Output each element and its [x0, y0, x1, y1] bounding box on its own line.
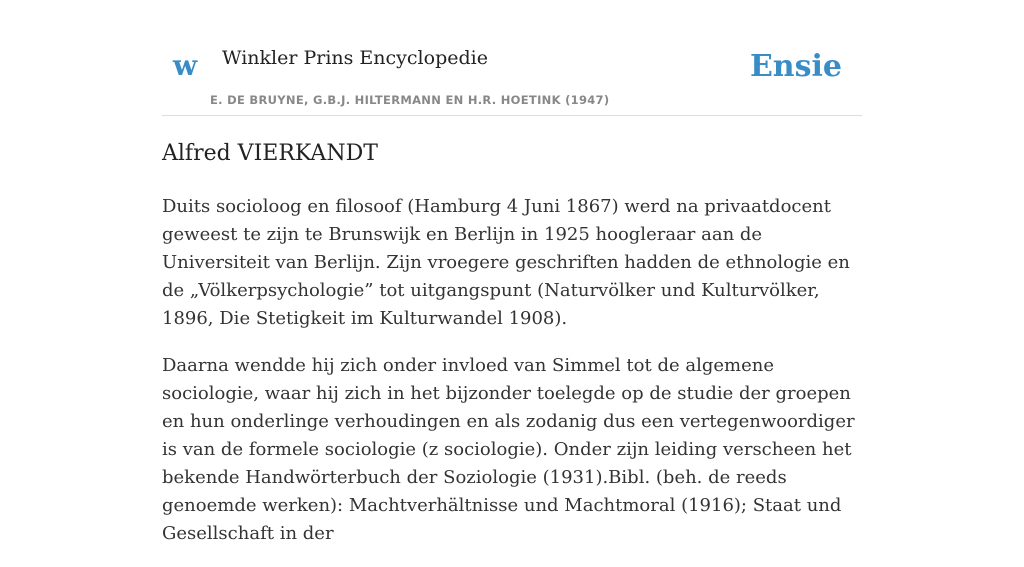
site-subtitle: E. DE BRUYNE, G.B.J. HILTERMANN EN H.R. HOETINK (1947): [210, 93, 610, 107]
article-paragraph: Daarna wendde hij zich onder invloed van Simmel tot de algemene sociologie, waar hij zich in het bijzonder toelegde op de studie der groepen en hun onderlinge verhoudingen en als zodanig dus een vertegenwoordiger is van de formele sociologie (z sociologie). Onder zijn leiding verscheen het bekende Handwörterbuch der Soziologie (1931).Bibl. (beh. de reeds genoemde werken): Machtverhältnisse und Machtmoral (1916); Staat und Gesellschaft in der: [162, 354, 855, 544]
article-title: Alfred VIERKANDT: [162, 141, 378, 166]
article-paragraph: Duits socioloog en filosoof (Hamburg 4 Juni 1867) werd na privaatdocent geweest te zijn te Brunswijk en Berlijn in 1925 hoogleraar aan de Universiteit van Berlijn. Zijn vroegere geschriften hadden de ethnologie en de „Völkerpsychologie” tot uitgangspunt (Naturvölker und Kulturvölker, 1896, Die Stetigkeit im Kulturwandel 1908).: [162, 195, 850, 329]
site-title[interactable]: Winkler Prins Encyclopedie: [222, 47, 488, 69]
brand-logo[interactable]: Ensie: [749, 49, 842, 84]
logo-icon[interactable]: w: [173, 49, 198, 82]
article: [162, 140, 862, 567]
site-header: [162, 32, 862, 116]
